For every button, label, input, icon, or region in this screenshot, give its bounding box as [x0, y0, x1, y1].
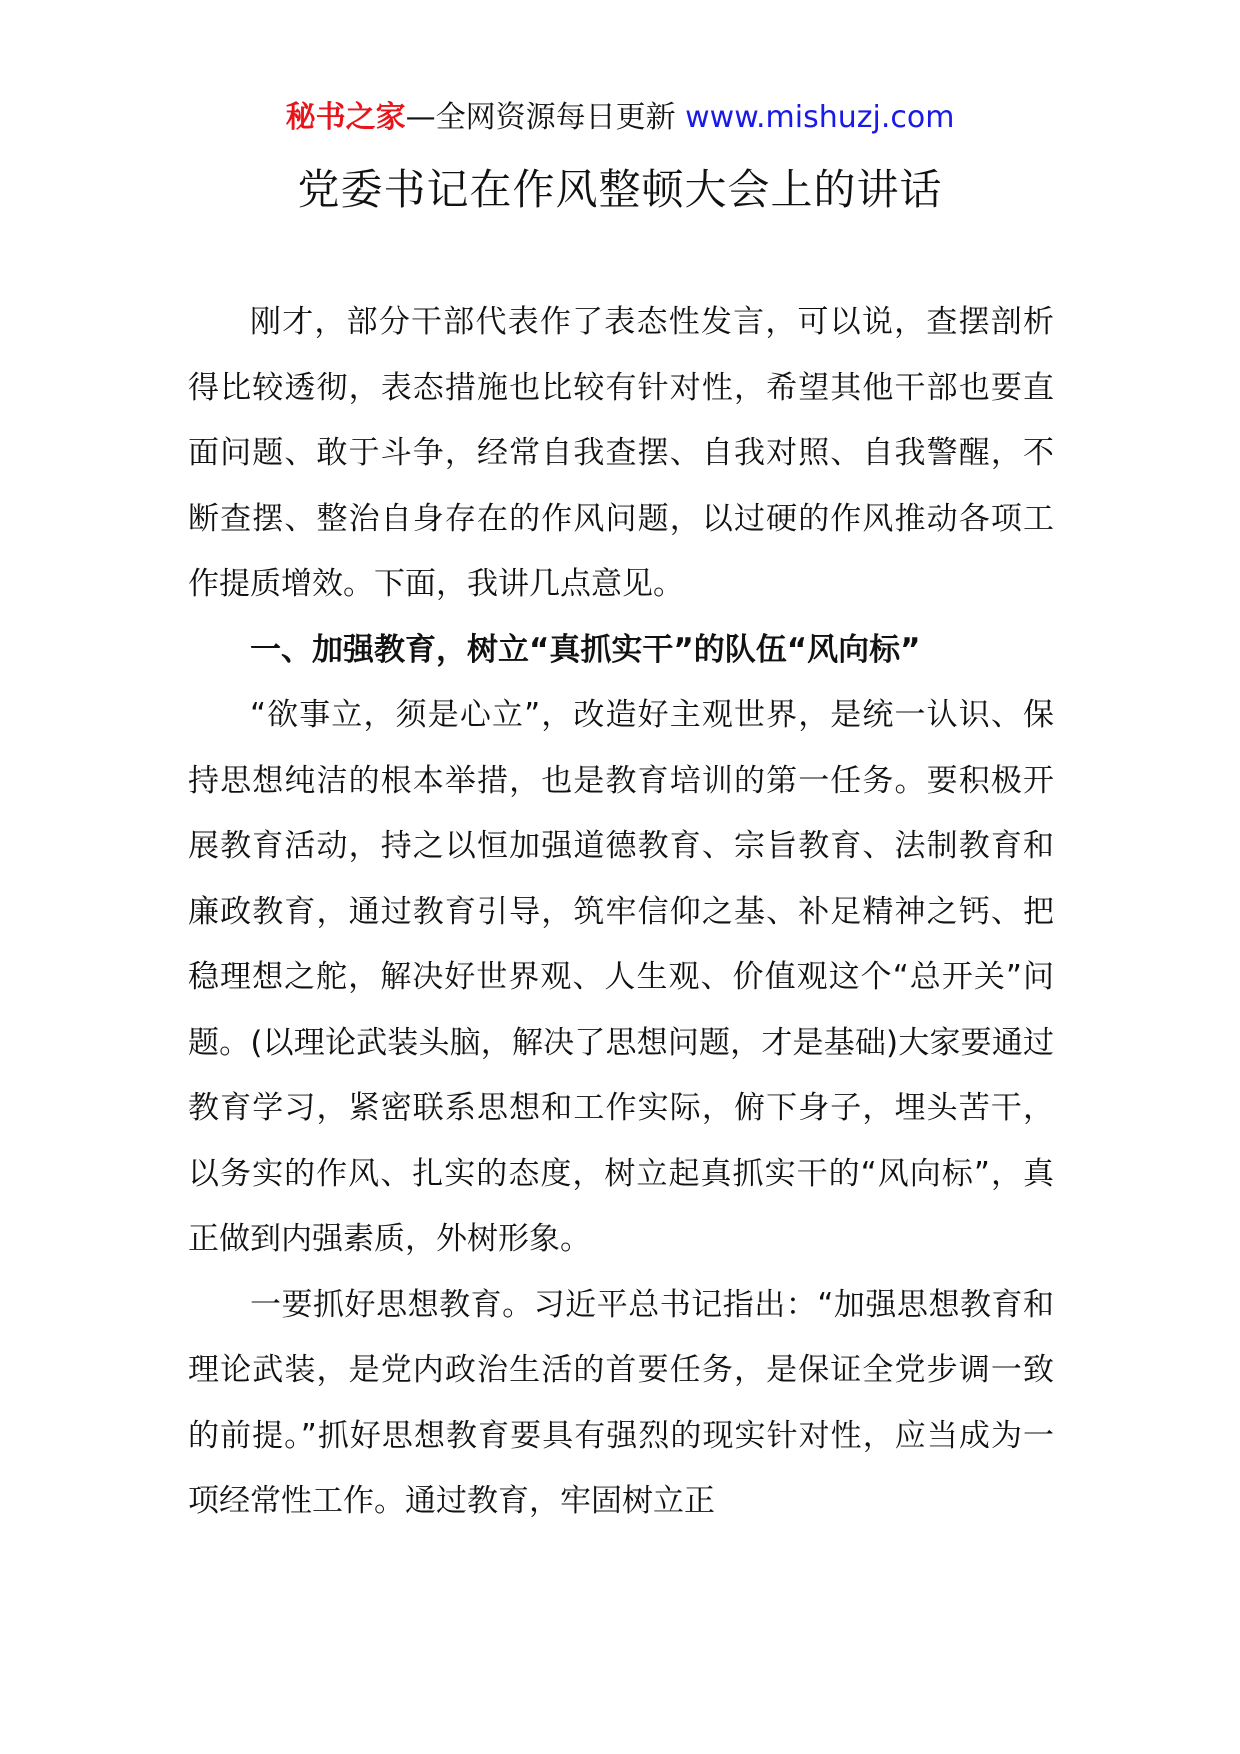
banner-tagline: —全网资源每日更新 — [405, 100, 686, 135]
paragraph-intro: 刚才，部分干部代表作了表态性发言，可以说，查摆剖析得比较透彻，表态措施也比较有针对性，希望其他干部也要直面问题、敢于斗争，经常自我查摆、自我对照、自我警醒，不断查摆、整治自身存在的作风问题，以过硬的作风推动各项工作提质增效。下面，我讲几点意见。 — [188, 304, 1054, 602]
site-url: www.mishuzj.com — [685, 100, 955, 135]
document-title: 党委书记在作风整顿大会上的讲话 — [297, 165, 943, 214]
brand-name: 秘书之家 — [285, 100, 406, 135]
section-heading-1: 一、加强教育，树立“真抓实干”的队伍“风向标” — [250, 631, 921, 668]
document-body — [188, 290, 1054, 1535]
paragraph-thought-education: 一要抓好思想教育。习近平总书记指出：“加强思想教育和理论武装，是党内政治生活的首要任务，是保证全党步调一致的前提。”抓好思想教育要具有强烈的现实针对性，应当成为一项经常性工作。通过教育，牢固树立正 — [188, 1286, 1054, 1519]
site-banner — [0, 98, 1240, 138]
paragraph-section-1: “欲事立，须是心立”，改造好主观世界，是统一认识、保持思想纯洁的根本举措，也是教育培训的第一任务。要积极开展教育活动，持之以恒加强道德教育、宗旨教育、法制教育和廉政教育，通过教育引导，筑牢信仰之基、补足精神之钙、把稳理想之舵，解决好世界观、人生观、价值观这个“总开关”问题。(以理论武装头脑，解决了思想问题，才是基础)大家要通过教育学习，紧密联系思想和工作实际，俯下身子，埋头苦干，以务实的作风、扎实的态度，树立起真抓实干的“风向标”，真正做到内强素质，外树形象。 — [188, 697, 1054, 1257]
